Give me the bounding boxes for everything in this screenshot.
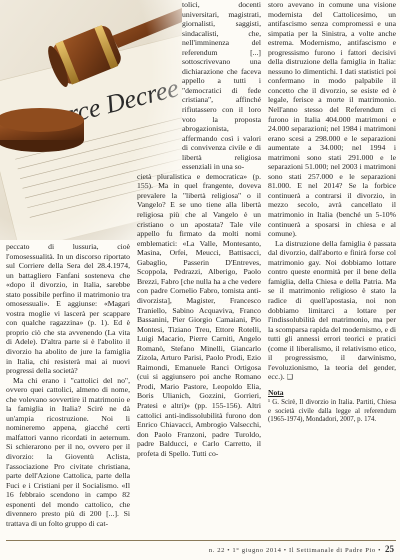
col1-paragraph-2: Ma chi erano i "cattolici del no", ovvero quei cattolici, almeno di nome, che volevano sovvertire il matrimonio e la famiglia in Italia? Scirè ne dà un'ampia ricostruzione. Noi li nomineremo appena, giacché certi malfattori vanno ricordati in aeternum. Si schierarono per il no, ovvero per il divorzio: la Gioventù Aclista, l'associazione Pro civitate christiana, parte dell'Azione Cattolica, parte della Fuci e i Cristiani per il Socialismo. «Il 16 febbraio scendono in campo 82 esponenti del mondo cattolico, che divennero presto più di 200 [...]. Si trattava di un folto gruppo di cat-: [6, 375, 130, 528]
col3-paragraph-2-text: La distruzione della famiglia è passata dal divorzio, dall'aborto e finirà forse col matrimonio gay. Noi dobbiamo lottare contro queste enormità per il bene della famiglia, della Chiesa e della Patria. Ma se il matrimonio religioso è stato la radice di quell'apostasia, noi non dobbiamo limitarci a lottare per l'indissolubilità del matrimonio, ma per la scomparsa rapida del modernismo, e di tutti gli annessi errori teorici e pratici (come il liberalismo, il relativismo etico, il progressismo, il darwinismo, l'evoluzionismo, la teoria del gender, ecc.).: [268, 238, 396, 382]
footer-divider: [6, 540, 396, 541]
column-3: [268, 0, 396, 424]
col1-paragraph-1: peccato di lussuria, cioè l'omosessualità. In un discorso riportato sul Corriere della Sera del 28.4.1974, un battagliero Fanfani sosteneva che «dopo il divorzio, in Italia, sarebbe stato possibile perfino il matrimonio tra omosessuali». E aggiunse: «Magari vostra moglie vi lascerà per scappare con qualche ragazzina» (p. 1). Ed è proprio ciò che sta avvenendo (La vita di Adele). D'altra parte si è l'abolito il divorzio ha abolito de jure la famiglia in Italia, chi resisterà mai ai nuovi progressi della società?: [6, 242, 130, 376]
column-2: [137, 0, 261, 458]
col3-paragraph-2: [268, 239, 396, 383]
end-mark-icon: ❑: [286, 373, 293, 382]
page-footer: [209, 544, 394, 554]
col2-paragraph-1: cietà pluralistica e democratica» (p. 155). Ma in quel frangente, doveva prevalere la "libertà religiosa" o il Vangelo? E se uno tiene alla libertà religiosa più che al Vangelo è un cristiano o un apostata? Tale vile appello fu firmato da molti nomi emblematici: «La Valle, Montesanto, Masina, Orfei, Meucci, Battisacci, Gabaglio, Passerin D'Entreves, Scoppola, Pedrazzi, Alberigo, Paolo Brezzi, Fabro [che nulla ha a che vedere con padre Cornelio Fabro, tomista anti-divorzista], Magister, Francesco Traniello, Sabino Acquaviva, Franco Bassanini, Pier Giorgio Camaiani, Pio Montesi, Tiziano Treu, Ettore Rotelli, Luigi Macario, Pierre Carniti, Angelo Romanò, Stefano Minelli, Giancarlo Zizola, Arturo Parisi, Paolo Prodi, Ezio Raimondi, Emanuele Ranci Ortigosa (cui si aggiunsero poi anche Romano Prodi, Mario Pastore, Leopoldo Elia, Boris Ulianich, Gozzini, Gorrieri, Pratesi e altri)» (pp. 155-156). Altri cattolici anti-indissolubilità furono don Enrico Chiavacci, Ambrogio Valsecchi, don Paolo Franzoni, padre Turoldo, padre Balducci, e Carlo Carretto, il profeta di Spello. Tutti co-: [137, 171, 261, 458]
footer-text: n. 22 • 1° giugno 2014 • Il Settimanale di Padre Pio •: [208, 547, 381, 554]
col3-paragraph-1: storo avevano in comune una visione modernista del Cattolicesimo, un antifascismo senza compromessi e una simpatia per la Sinistra, a volte anche estrema. Modernismo, antifascismo e progressismo furono i fattori decisivi della distruzione della famiglia in Italia: nessuno lo dimentichi. I dati statistici poi confermano in modo palpabile il concetto che il divorzio, se esiste ed è legale, ferisce a morte il matrimonio. Nell'anno stesso del Referendum ci furono in Italia 404.000 matrimoni e 24.000 separazioni; nel 1984 i matrimoni erano scesi a 298.000 e le separazioni aumentate a 34.000; nel 1994 i matrimoni sono stati 291.000 e le separazioni 51.000; nel 2003 i matrimoni sono stati 257.000 e le separazioni 81.000. E nel 2014? Se la forbice continuerà a contrarsi il divorzio, in mezzo secolo, avrà cancellato il matrimonio in Italia (benché un 5-10% continuerà a sposarsi in chiesa e al comune).: [268, 0, 396, 239]
note-heading: Nota: [268, 387, 284, 397]
page-number: 25: [385, 544, 394, 554]
footnote: ¹ G. Scirè, Il divorzio in Italia. Partiti, Chiesa e società civile dalla legge al referendum (1965-1974), Mondadori, 2007, p. 174.: [268, 399, 396, 424]
col2-top-paragraph: tolici, docenti universitari, magistrati, giornalisti, saggisti, sindacalisti, che, nell'imminenza del referendum [...] sottoscrivevano una dichiarazione che faceva appello a tutti i "democratici di fede cristiana", affinché rifiutassero con il loro voto la proposta abrogazionista, affermando così i valori di convivenza civile e di libertà religiosa essenziali in una so-: [182, 0, 261, 172]
column-1: [6, 242, 130, 528]
